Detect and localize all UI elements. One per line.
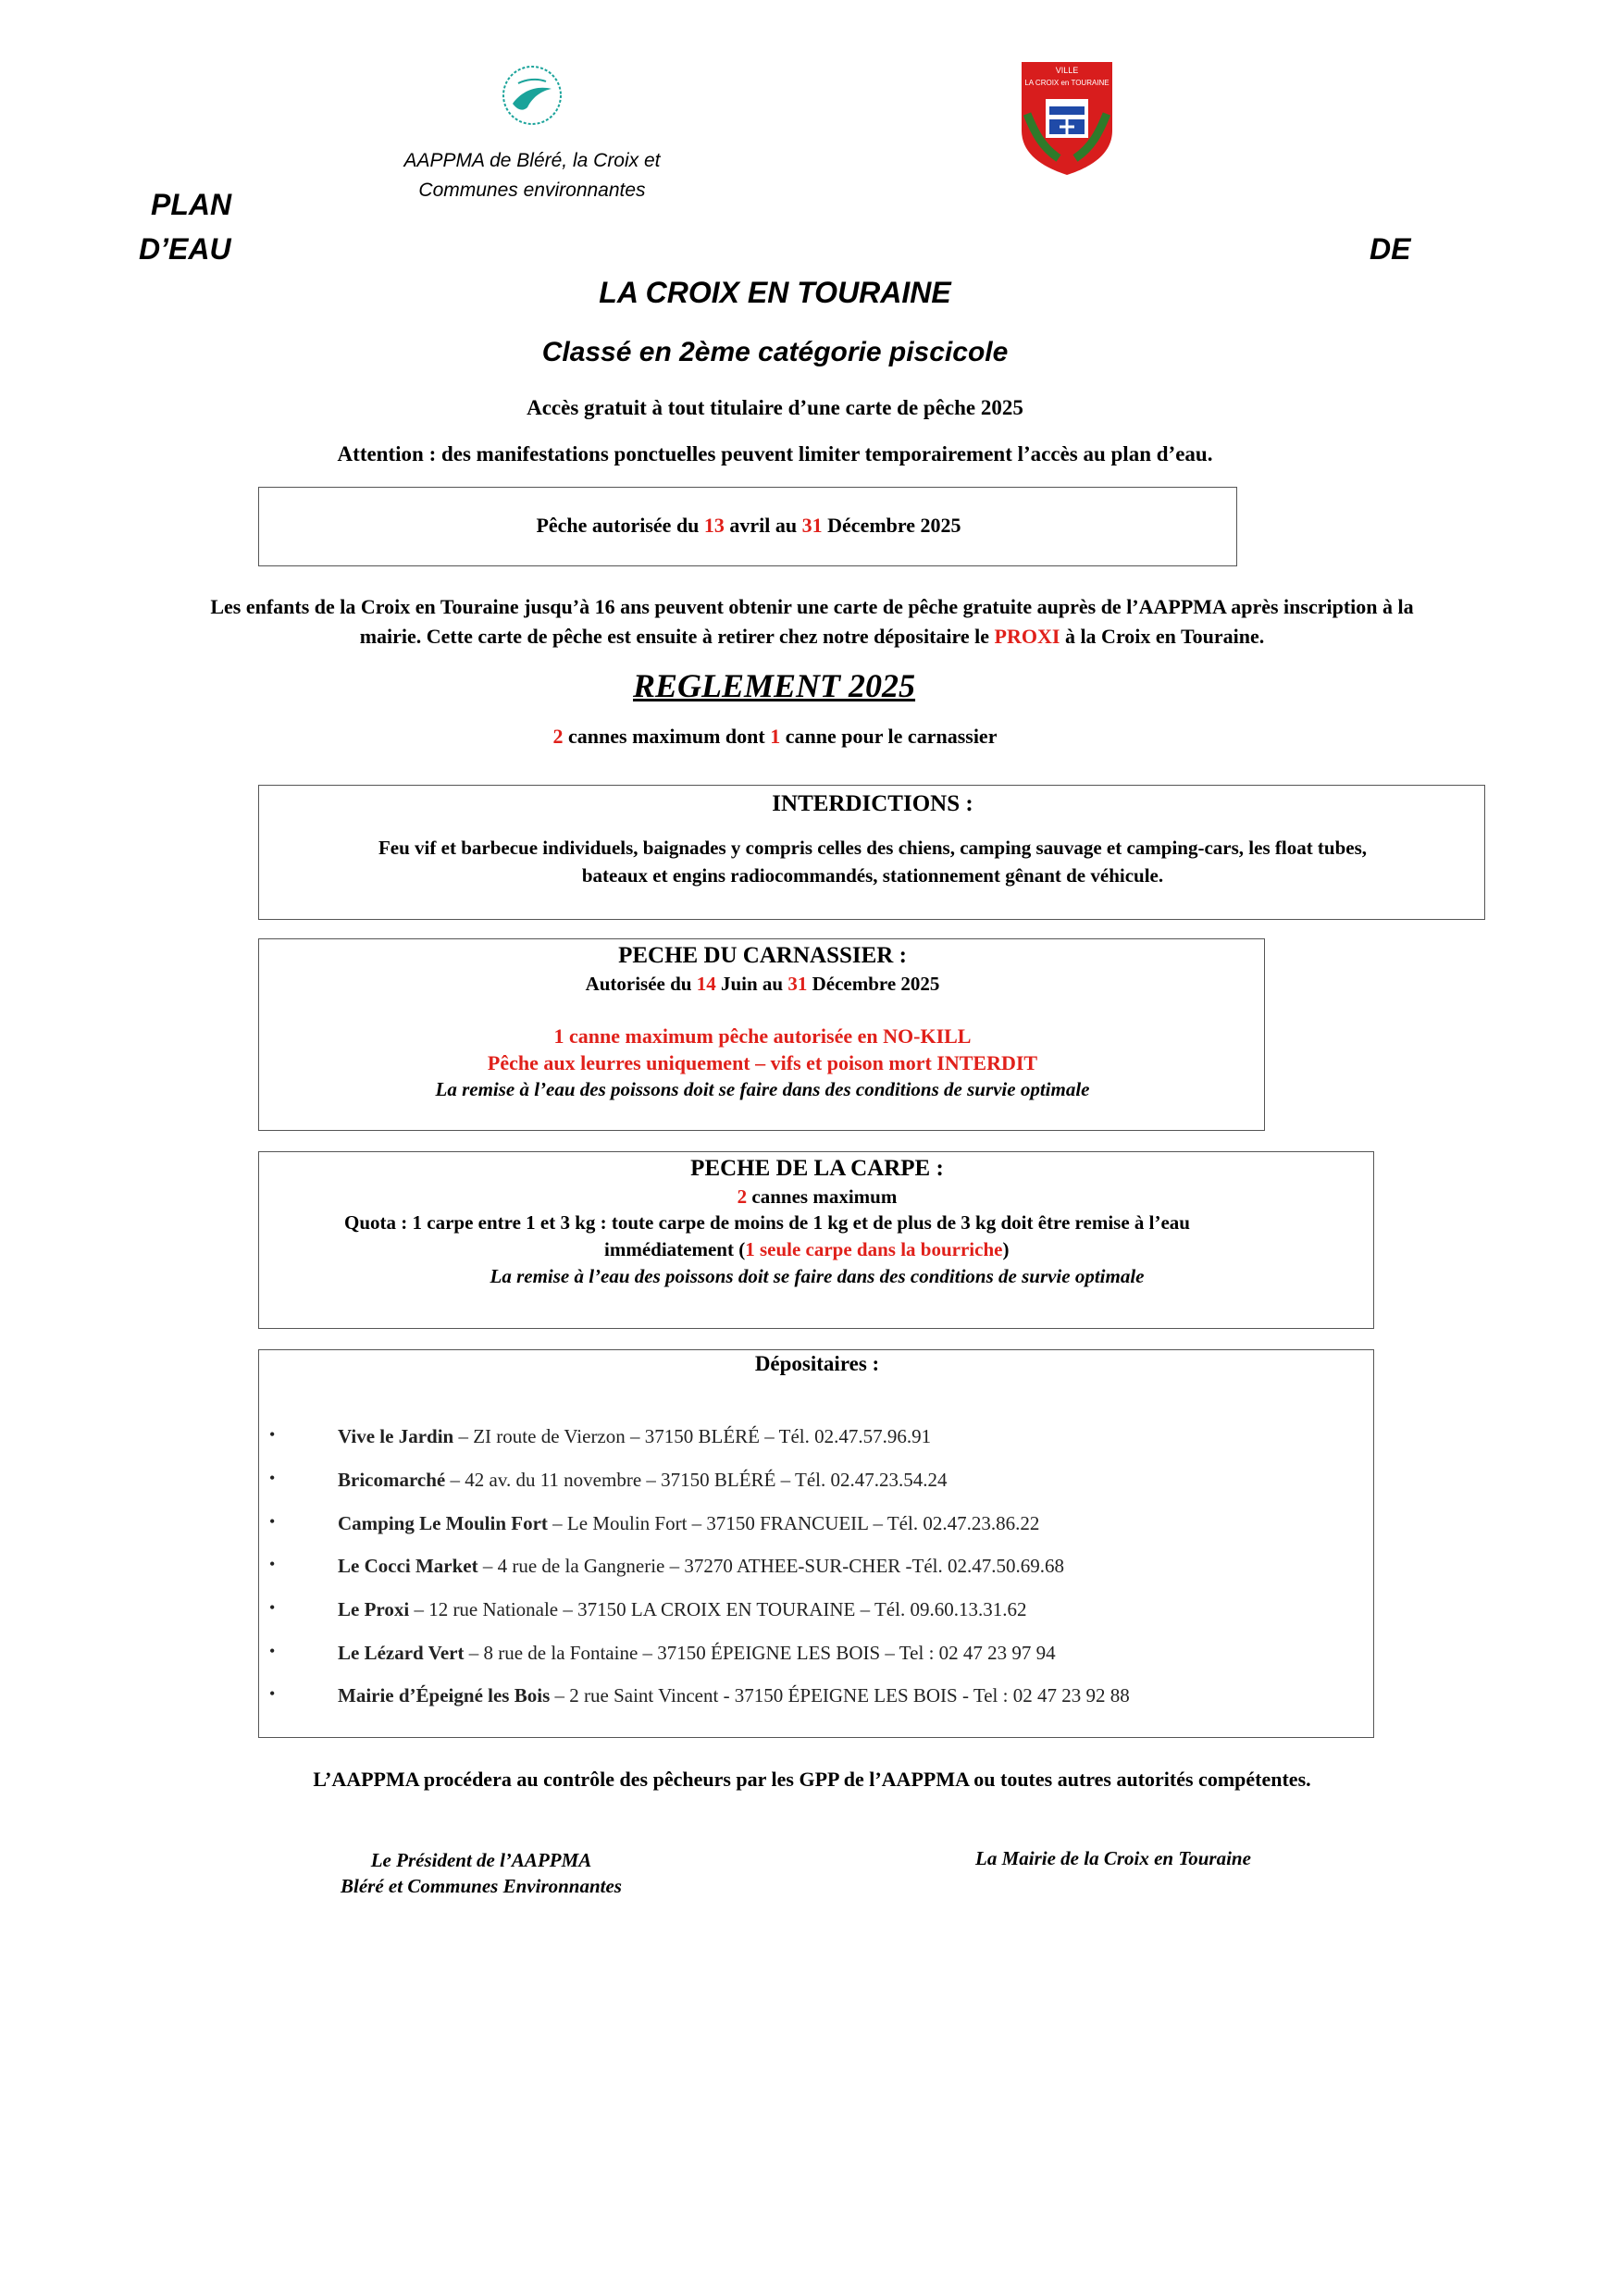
carpe-quota-line1: Quota : 1 carpe entre 1 et 3 kg : toute carpe de moins de 1 kg et de plus de 3 kg doit être remise à l’eau bbox=[344, 1211, 1190, 1234]
interdictions-box bbox=[258, 785, 1485, 920]
page-subtitle: Classé en 2ème catégorie piscicole bbox=[541, 337, 1009, 367]
reglement-title: REGLEMENT 2025 bbox=[633, 667, 916, 704]
proxi-highlight: PROXI bbox=[994, 625, 1060, 648]
children-note-line2-suffix: à la Croix en Touraine. bbox=[1060, 625, 1265, 648]
bullet-icon: • bbox=[269, 1642, 276, 1660]
children-note bbox=[0, 592, 1624, 652]
carpe-rods bbox=[259, 1185, 1375, 1209]
depositaire-details: – 8 rue de la Fontaine – 37150 ÉPEIGNE LES BOIS – Tel : 02 47 23 97 94 bbox=[464, 1642, 1056, 1664]
list-item bbox=[269, 1684, 1130, 1707]
interdictions-line1: Feu vif et barbecue individuels, baignades y compris celles des chiens, camping sauvage et camping-cars, les float tubes, bbox=[378, 837, 1368, 859]
carpe-quota-line2 bbox=[604, 1238, 1009, 1261]
children-note-line2-prefix: mairie. Cette carte de pêche est ensuite à retirer chez notre dépositaire le bbox=[359, 625, 995, 648]
season-suffix: Décembre 2025 bbox=[822, 514, 961, 537]
depositaire-details: – 42 av. du 11 novembre – 37150 BLÉRÉ – Tél. 02.47.23.54.24 bbox=[445, 1469, 948, 1491]
carpe-quota-line2-prefix: immédiatement ( bbox=[604, 1238, 746, 1260]
signature-mairie: La Mairie de la Croix en Touraine bbox=[975, 1847, 1251, 1869]
depositaire-details: – 4 rue de la Gangnerie – 37270 ATHEE-SUR-CHER -Tél. 02.47.50.69.68 bbox=[477, 1555, 1065, 1577]
control-note: L’AAPPMA procédera au contrôle des pêcheurs par les GPP de l’AAPPMA ou toutes autres autorités compétentes. bbox=[313, 1768, 1311, 1791]
carpe-release: La remise à l’eau des poissons doit se faire dans des conditions de survie optimale bbox=[490, 1265, 1145, 1287]
bullet-icon: • bbox=[269, 1512, 276, 1531]
carpe-rods-text: cannes maximum bbox=[747, 1185, 898, 1208]
depositaire-name: Camping Le Moulin Fort bbox=[338, 1512, 548, 1534]
season-start-day: 13 bbox=[703, 514, 725, 537]
bullet-icon: • bbox=[269, 1425, 276, 1444]
carnassier-dates-mid: Juin au bbox=[715, 973, 788, 995]
depositaire-details: – Le Moulin Fort – 37150 FRANCUEIL – Tél. 02.47.23.86.22 bbox=[547, 1512, 1040, 1534]
carnassier-day2: 31 bbox=[787, 973, 808, 995]
season-text bbox=[259, 514, 1238, 538]
bullet-icon: • bbox=[269, 1684, 276, 1703]
interdictions-text bbox=[259, 834, 1486, 889]
carpe-quota-line2-suffix: ) bbox=[1002, 1238, 1010, 1260]
interdictions-title: INTERDICTIONS : bbox=[772, 791, 973, 816]
mairie-crest-logo bbox=[1018, 58, 1116, 177]
carnassier-rule1: 1 canne maximum pêche autorisée en NO-KILL bbox=[553, 1024, 972, 1048]
signature-president-line2: Bléré et Communes Environnantes bbox=[341, 1875, 622, 1897]
carnassier-day1: 14 bbox=[696, 973, 716, 995]
children-note-line1: Les enfants de la Croix en Touraine jusqu’à 16 ans peuvent obtenir une carte de pêche gratuite auprès de l’AAPPMA après inscription à la bbox=[210, 595, 1414, 618]
access-line: Accès gratuit à tout titulaire d’une carte de pêche 2025 bbox=[527, 396, 1023, 419]
rods-text1: cannes maximum dont bbox=[563, 725, 771, 748]
list-item bbox=[269, 1469, 948, 1492]
carnassier-rule2: Pêche aux leurres uniquement – vifs et poison mort INTERDIT bbox=[487, 1051, 1038, 1074]
bullet-icon: • bbox=[269, 1598, 276, 1617]
depositaire-name: Le Lézard Vert bbox=[338, 1642, 465, 1664]
rods-rule bbox=[0, 725, 1550, 749]
depositaire-details: – 2 rue Saint Vincent - 37150 ÉPEIGNE LES BOIS - Tel : 02 47 23 92 88 bbox=[550, 1684, 1130, 1706]
carnassier-box bbox=[258, 938, 1265, 1131]
aappma-name-line2: Communes environnantes bbox=[418, 180, 646, 201]
season-prefix: Pêche autorisée du bbox=[536, 514, 704, 537]
depositaire-details: – ZI route de Vierzon – 37150 BLÉRÉ – Tél. 02.47.57.96.91 bbox=[453, 1425, 932, 1447]
list-item bbox=[269, 1555, 1065, 1578]
title-de: DE bbox=[1370, 232, 1411, 266]
depositaire-name: Bricomarché bbox=[338, 1469, 446, 1491]
bullet-icon: • bbox=[269, 1469, 276, 1487]
depositaire-name: Le Proxi bbox=[338, 1598, 410, 1620]
list-item bbox=[269, 1512, 1040, 1535]
carnassier-dates bbox=[259, 973, 1266, 996]
aappma-name-line1: AAPPMA de Bléré, la Croix et bbox=[403, 150, 661, 171]
rods-num2: 1 bbox=[770, 725, 781, 748]
page-title: LA CROIX EN TOURAINE bbox=[599, 276, 951, 309]
carnassier-dates-prefix: Autorisée du bbox=[585, 973, 697, 995]
crest-text-ville: VILLE bbox=[1055, 66, 1079, 75]
depositaires-box bbox=[258, 1349, 1374, 1738]
carpe-bourriche-highlight: 1 seule carpe dans la bourriche bbox=[745, 1238, 1003, 1260]
depositaire-name: Le Cocci Market bbox=[338, 1555, 478, 1577]
aappma-name bbox=[352, 146, 713, 205]
carnassier-release: La remise à l’eau des poissons doit se faire dans des conditions de survie optimale bbox=[435, 1078, 1090, 1100]
depositaire-details: – 12 rue Nationale – 37150 LA CROIX EN TOURAINE – Tél. 09.60.13.31.62 bbox=[409, 1598, 1027, 1620]
attention-line: Attention : des manifestations ponctuelles peuvent limiter temporairement l’accès au plan d’eau. bbox=[337, 442, 1213, 465]
list-item bbox=[269, 1425, 932, 1448]
rods-num1: 2 bbox=[552, 725, 564, 748]
rods-text2: canne pour le carnassier bbox=[780, 725, 998, 748]
bullet-icon: • bbox=[269, 1555, 276, 1573]
season-end-day: 31 bbox=[801, 514, 823, 537]
list-item bbox=[269, 1642, 1056, 1665]
signature-president-line1: Le Président de l’AAPPMA bbox=[370, 1849, 592, 1871]
interdictions-line2: bateaux et engins radiocommandés, stationnement gênant de véhicule. bbox=[581, 864, 1164, 887]
depositaire-name: Vive le Jardin bbox=[338, 1425, 454, 1447]
carnassier-dates-suffix: Décembre 2025 bbox=[807, 973, 940, 995]
carpe-title: PECHE DE LA CARPE : bbox=[690, 1156, 944, 1181]
signature-president bbox=[278, 1847, 685, 1899]
carpe-box bbox=[258, 1151, 1374, 1329]
depositaire-name: Mairie d’Épeigné les Bois bbox=[338, 1684, 551, 1706]
carpe-rods-num: 2 bbox=[737, 1185, 748, 1208]
depositaires-title: Dépositaires : bbox=[754, 1352, 880, 1375]
title-deau: D’EAU bbox=[139, 232, 231, 266]
depositaires-list bbox=[269, 1425, 1356, 1721]
aappma-logo bbox=[500, 63, 564, 128]
children-note-line2 bbox=[0, 622, 1624, 652]
title-plan: PLAN bbox=[151, 188, 232, 221]
season-box bbox=[258, 487, 1237, 566]
carnassier-title: PECHE DU CARNASSIER : bbox=[618, 943, 907, 968]
season-middle: avril au bbox=[724, 514, 802, 537]
list-item bbox=[269, 1598, 1027, 1621]
crest-text-commune: LA CROIX en TOURAINE bbox=[1024, 79, 1110, 87]
